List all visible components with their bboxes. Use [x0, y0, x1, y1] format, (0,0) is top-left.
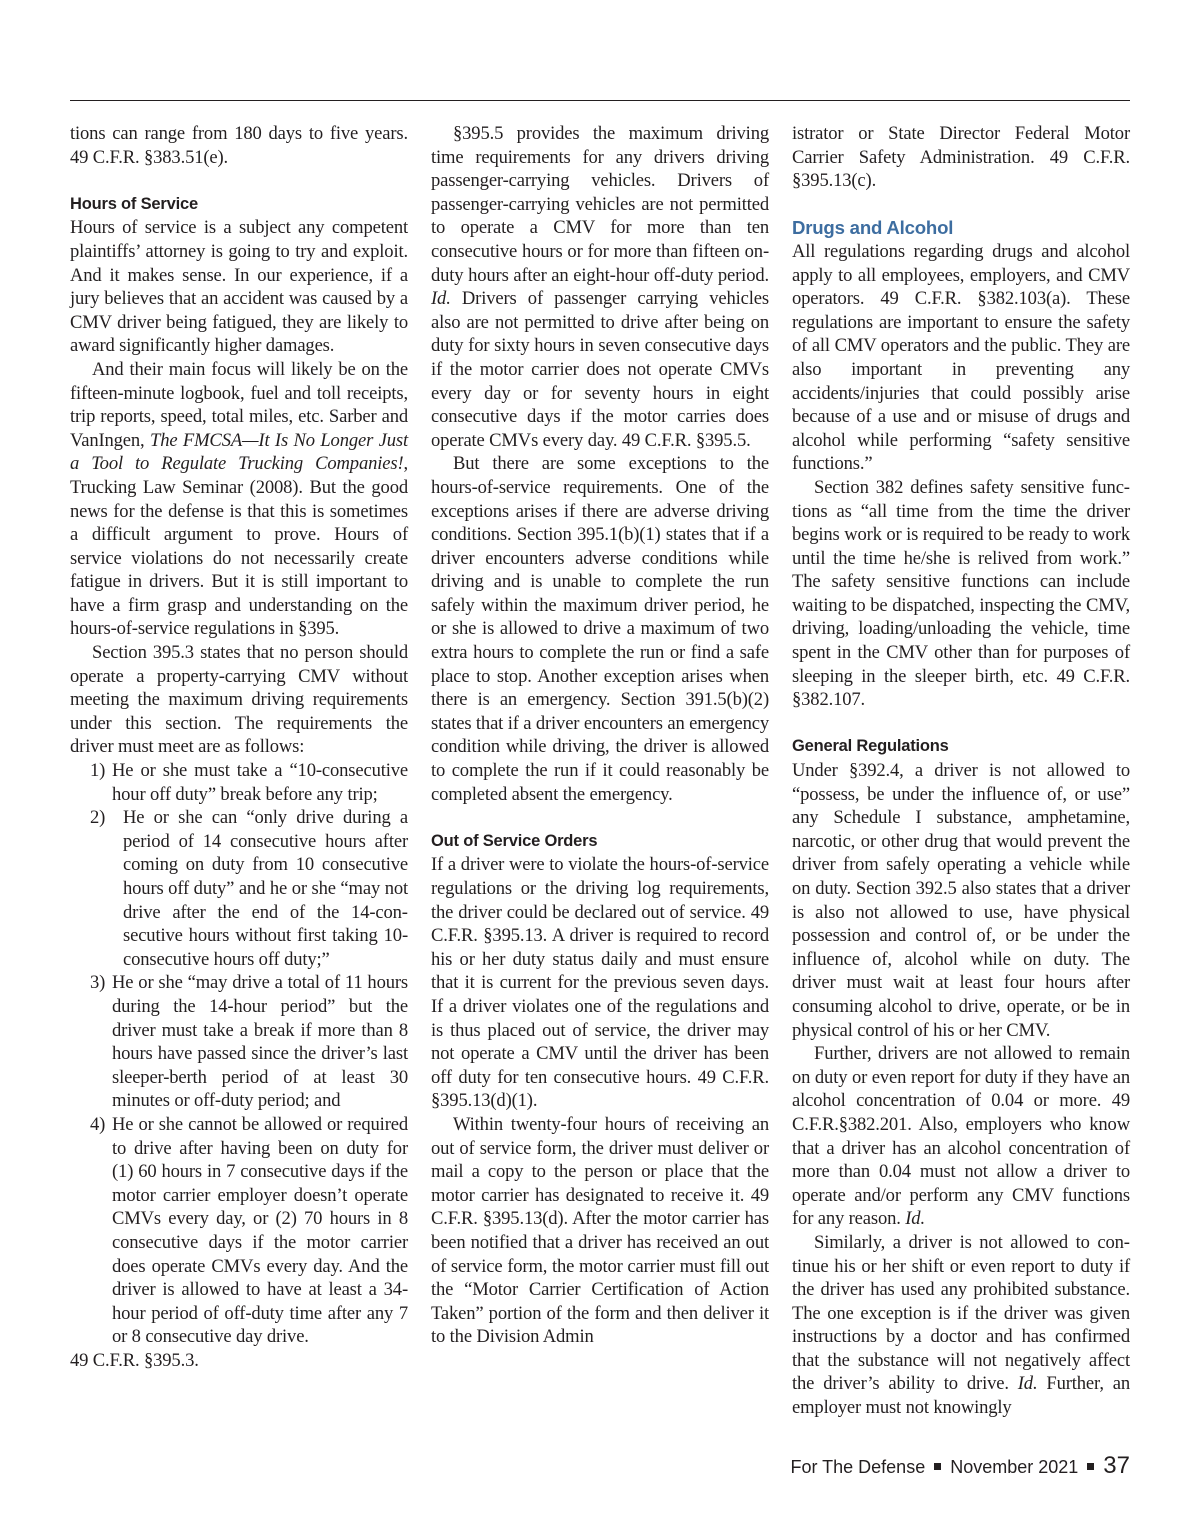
paragraph: Section 382 defines safety sensitive functions as “all time from the time the driver begins work or is required to be ready to work until the time he/she is relived from work.” The safety sensitive functions can include waiting to be dispatched, inspecting the CMV, driving, loading/unloading the vehicle, time spent in the CMV other than for purposes of sleeping in the sleeper birth, etc. 49 C.F.R. §382.107.	[792, 476, 1130, 711]
paragraph: tions can range from 180 days to five years. 49 C.F.R. §383.51(e).	[70, 123, 408, 168]
paragraph: Section 395.3 states that no person should operate a property-carrying CMV without meeting the maximum driving requirements under this section. The requirements the driver must meet are as follows:	[70, 642, 408, 758]
paragraph: Under §392.4, a driver is not allowed to “possess, be under the influence of, or use” any Schedule I substance, amphetamine, narcotic, or other drug that would prevent the driver from safely operating a vehicle while on duty. Section 392.5 also states that a driver is also not allowed to use, have physical possession and control of, or be under the influence of, alcohol while on duty. The driver must wait at least four hours after consuming alcohol to drive, operate, or be in physical control of his or her CMV.	[792, 760, 1130, 1041]
section-heading-general-regulations: General Regulations	[792, 737, 949, 756]
list-text: He or she can “only drive during a period of 14 consecutive hours after coming on duty from 10 consecutive hours off duty” and he or she “may not drive after the end of the 14-consecutive hours without first taking 10-consecutive hours off duty;”	[123, 807, 408, 970]
section-heading-drugs-and-alcohol: Drugs and Alcohol	[792, 217, 954, 239]
list-number: 4)	[90, 1113, 106, 1135]
section-heading-hours-of-service: Hours of Service	[70, 194, 198, 213]
paragraph	[792, 1042, 1130, 1231]
citation-id: Id.	[905, 1208, 925, 1230]
separator-square-icon	[934, 1463, 941, 1470]
header-rule	[70, 100, 1130, 101]
list-text: He or she must take a “10-consecutive hour off duty” break before any trip;	[112, 760, 408, 805]
paragraph: Hours of service is a subject any competent plaintiffs’ attorney is going to try and exploit. And it makes sense. In our experience, if a jury believes that an accident was caused by a CMV driver being fatigued, they are likely to award significantly higher damages.	[70, 217, 408, 357]
column-3	[792, 122, 1130, 1420]
column-1	[70, 122, 408, 1372]
list-item	[70, 806, 408, 971]
separator-square-icon	[1087, 1463, 1094, 1470]
section-heading-out-of-service-orders: Out of Service Orders	[431, 831, 598, 850]
citation-id: Id.	[1017, 1373, 1038, 1395]
list-item	[70, 1113, 408, 1349]
citation-id: Id.	[431, 288, 451, 310]
text: Similarly, a driver is not allowed to continue his or her shift or even report to duty if the driver has used any prohibited substance. The one exception is if the driver was given instructions by a doctor and has confirmed that the substance will not negatively affect the driver’s ability to drive.	[792, 1231, 1130, 1395]
list-item	[70, 971, 408, 1113]
citation-title: The FMCSA—It Is No Longer Just a Tool to Regulate Trucking Companies!	[70, 429, 408, 475]
requirements-list	[70, 759, 408, 1349]
issue-date: November 2021	[950, 1457, 1079, 1477]
list-number: 1)	[90, 760, 106, 782]
page-number: 37	[1103, 1452, 1130, 1479]
text: Further, drivers are not allowed to remain on duty or even report for duty if they have an alcohol concentration of 0.04 or more. 49 C.F.R.§382.201. Also, employers who know that a driver has an alcohol concentration of more than 0.04 must not allow a driver to operate and/or perform any CMV functions for any reason.	[792, 1043, 1130, 1230]
paragraph: istrator or State Director Federal Motor Carrier Safety Administration. 49 C.F.R. §395.13(c).	[792, 123, 1130, 192]
paragraph: But there are some exceptions to the hours-of-service requirements. One of the exceptions arises if there are adverse driving conditions. Section 395.1(b)(1) states that if a driver encounters adverse conditions while driving and is unable to complete the run safely within the maximum driver period, he or she is allowed to drive a maximum of two extra hours to complete the run or find a safe place to stop. Another exception arises when there is an emergency. Section 391.5(b)(2) states that if a driver encounters an emergency condition while driving, the driver is allowed to complete the run if it could reasonably be completed absent the emergency.	[431, 453, 769, 805]
list-item	[70, 759, 408, 806]
page-footer	[790, 1452, 1130, 1486]
paragraph: All regulations regarding drugs and alcohol apply to all employees, employers, and CMV operators. 49 C.F.R. §382.103(a). These regulations are important to ensure the safety of all CMV operators and the public. They are also important in preventing any accidents/injuries that could possibly arise because of a use and or misuse of drugs and alcohol while performing “safety sensitive functions.”	[792, 240, 1130, 475]
list-number: 2)	[90, 807, 106, 829]
list-text: He or she “may drive a total of 11 hours during the 14-hour period” but the driver must take a break if more than 8 hours have passed since the driver’s last sleeper-berth period of at least 30 minutes or off-duty period; and	[112, 972, 408, 1112]
publication-name: For The Defense	[790, 1457, 926, 1477]
text: Drivers of passenger carrying vehicles also are not permitted to drive after being on duty for sixty hours in seven consecutive days if the motor carrier does not operate CMVs every day or for seventy hours in eight consecutive days if the motor carries does operate CMVs every day. 49 C.F.R. §395.5.	[431, 288, 769, 451]
text: Further, an employer must not knowingly	[792, 1373, 1130, 1419]
paragraph	[431, 122, 769, 452]
column-2	[431, 122, 769, 1349]
paragraph: 49 C.F.R. §395.3.	[70, 1349, 199, 1371]
paragraph: If a driver were to violate the hours-of-service regulations or the driving log requirements, the driver could be declared out of service. 49 C.F.R. §395.13. A driver is required to record his or her duty status daily and must ensure that it is current for the previous seven days. If a driver violates one of the regulations and is thus placed out of service, the driver may not operate a CMV until the driver has been off duty for ten consecutive hours. 49 C.F.R. §395.13(d)(1).	[431, 854, 769, 1112]
text: , Trucking Law Seminar (2008). But the good news for the defense is that this is sometimes a difficult argument to prove. Hours of service violations do not necessarily create fatigue in drivers. But it is still important to have a firm grasp and understanding on the hours-of-service regulations in §395.	[70, 453, 408, 640]
paragraph: Within twenty-four hours of receiving an out of service form, the driver must deliver or mail a copy to the person or place that the motor carrier has designated to receive it. 49 C.F.R. §395.13(d). After the motor carrier has been notified that a driver has received an out of service form, the motor carrier must fill out the “Motor Carrier Certification of Action Taken” portion of the form and then deliver it to the Division Admin	[431, 1113, 769, 1348]
list-text: He or she cannot be allowed or required to drive after having been on duty for (1) 60 hours in 7 consecutive days if the motor carrier employer doesn’t operate CMVs every day, or (2) 70 hours in 8 consecutive days if the motor carrier does operate CMVs every day. And the driver is allowed to have at least a 34-hour period of off-duty time after any 7 or 8 consecutive day drive.	[112, 1113, 408, 1348]
list-number: 3)	[90, 972, 106, 994]
paragraph	[792, 1231, 1130, 1420]
text: §395.5 provides the maximum driving time requirements for any drivers driving passenger-carrying vehicles. Drivers of passenger-carrying vehicles are not permitted to operate a CMV for more than ten consecutive hours or for more than fifteen on-duty hours after an eight-hour off-duty period.	[431, 123, 769, 286]
paragraph	[70, 358, 408, 641]
text: And their main focus will likely be on the fifteen-minute logbook, fuel and toll receipts, trip reports, speed, total miles, etc. Sarber and VanIngen,	[70, 358, 408, 451]
